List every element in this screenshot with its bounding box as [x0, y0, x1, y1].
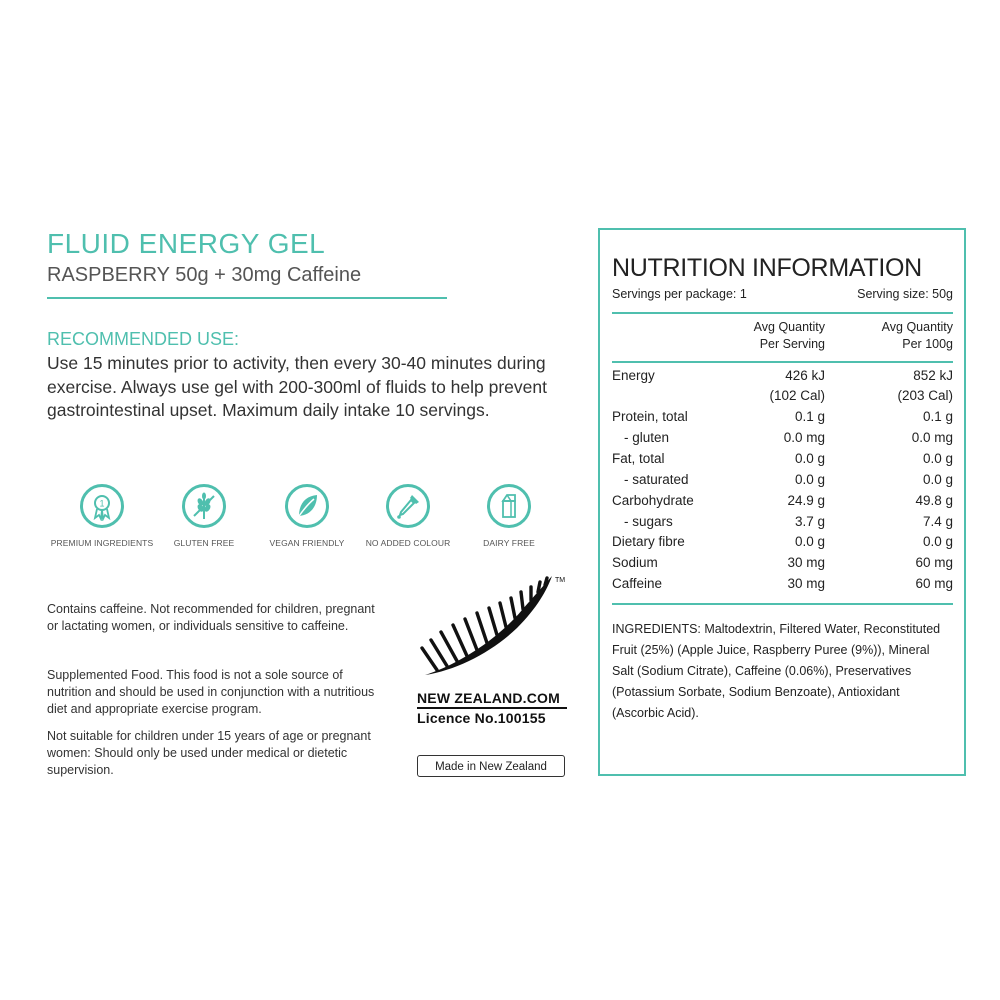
nutrition-divider	[612, 361, 953, 363]
nutrition-row: Energy 426 kJ 852 kJ	[612, 368, 953, 383]
badge-gluten-free	[144, 484, 264, 548]
dropper-icon	[386, 484, 430, 528]
leaf-icon	[285, 484, 329, 528]
badge-label: NO ADDED COLOUR	[365, 538, 451, 548]
product-subtitle: RASPBERRY 50g + 30mg Caffeine	[47, 264, 362, 286]
product-title: FLUID ENERGY GEL	[47, 228, 326, 259]
trademark-mark: TM	[555, 577, 566, 584]
servings-per-package: Servings per package: 1	[612, 287, 747, 301]
nutrition-row: Carbohydrate 24.9 g 49.8 g	[612, 493, 953, 508]
ribbon-medal-icon	[80, 484, 124, 528]
badge-label: GLUTEN FREE	[173, 538, 235, 548]
badge-label: VEGAN FRIENDLY	[269, 538, 345, 548]
badge-label: DAIRY FREE	[483, 538, 535, 548]
wheat-icon	[182, 484, 226, 528]
nutrition-row: (102 Cal) (203 Cal)	[769, 388, 953, 403]
col-header-per-100g: Avg Quantity Per 100g	[881, 320, 953, 351]
nutrition-row: Caffeine 30 mg 60 mg	[612, 576, 953, 591]
caffeine-warning: Contains caffeine. Not recommended for children, pregnant or lactating women, or individuals sensitive to caffeine.	[47, 602, 375, 633]
nz-divider	[417, 707, 567, 709]
nutrition-row: - gluten 0.0 mg 0.0 mg	[624, 430, 953, 445]
silver-fern-logo	[417, 570, 567, 685]
recommended-use-text: Use 15 minutes prior to activity, then every 30-40 minutes during exercise. Always use gel with 200-300ml of fluids to help prevent gastrointestinal upset. Maximum daily intake 10 servings.	[47, 353, 547, 420]
nutrition-row: Dietary fibre 0.0 g 0.0 g	[612, 534, 953, 549]
nutrition-title: NUTRITION INFORMATION	[612, 254, 922, 282]
nutrition-divider	[612, 603, 953, 605]
ingredients-list: INGREDIENTS: Maltodextrin, Filtered Water, Reconstituted Fruit (25%) (Apple Juice, Raspberry Puree (9%)), Mineral Salt (Sodium Citrate), Caffeine (0.06%), Preservatives (Potassium Sorbate, Sodium Benzoate), Antioxidant (Ascorbic Acid).	[612, 622, 941, 720]
nz-website: NEW ZEALAND.COM	[417, 690, 560, 706]
supplemented-food-notice: Supplemented Food. This food is not a sole source of nutrition and should be used in conjunction with a nutritious diet and appropriate exercise program.	[47, 668, 375, 716]
nutrition-divider	[612, 312, 953, 314]
badge-dairy-free	[449, 484, 569, 548]
milk-carton-icon	[487, 484, 531, 528]
licence-number: Licence No.100155	[417, 710, 546, 726]
recommended-use-heading: RECOMMENDED USE:	[47, 329, 240, 349]
nutrition-row: Fat, total 0.0 g 0.0 g	[612, 451, 953, 466]
nutrition-row: Protein, total 0.1 g 0.1 g	[612, 409, 953, 424]
svg-text:1: 1	[99, 498, 105, 509]
suitability-warning: Not suitable for children under 15 years of age or pregnant women: Should only be used under medical or dietetic supervision.	[47, 729, 371, 777]
serving-size: Serving size: 50g	[857, 287, 953, 301]
made-in-nz-badge: Made in New Zealand	[417, 755, 565, 777]
nutrition-row: - saturated 0.0 g 0.0 g	[624, 472, 953, 487]
col-header-per-serving: Avg Quantity Per Serving	[753, 320, 825, 351]
nutrition-row: - sugars 3.7 g 7.4 g	[624, 514, 953, 529]
nutrition-row: Sodium 30 mg 60 mg	[612, 555, 953, 570]
badge-label: PREMIUM INGREDIENTS	[50, 538, 154, 548]
title-divider	[47, 297, 447, 299]
